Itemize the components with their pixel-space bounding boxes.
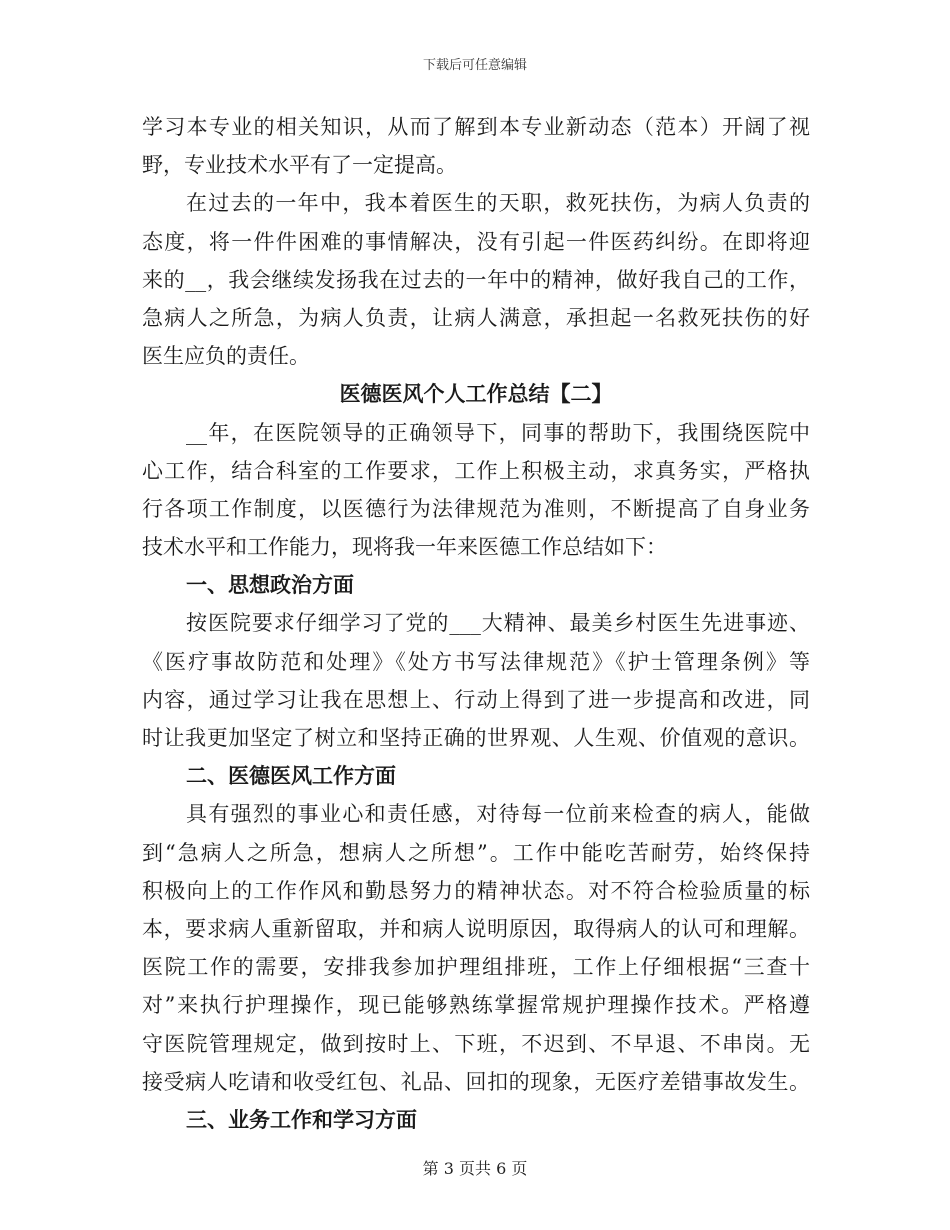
paragraph-line: 在过去的一年中，我本着医生的天职，救死扶伤，为病人负责的 xyxy=(186,191,810,216)
paragraph-line: 心工作，结合科室的工作要求，工作上积极主动，求真务实，严格执 xyxy=(142,458,810,483)
paragraph-line: 医院工作的需要，安排我参加护理组排班，工作上仔细根据“三查十 xyxy=(142,955,810,980)
paragraph-line: 行各项工作制度，以医德行为法律规范为准则，不断提高了自身业务 xyxy=(142,496,810,521)
paragraph-line: 野，专业技术水平有了一定提高。 xyxy=(142,153,457,178)
paragraph-line: 来的__，我会继续发扬我在过去的一年中的精神，做好我自己的工作， xyxy=(142,267,810,292)
subsection-heading: 一、思想政治方面 xyxy=(186,572,354,598)
paragraph-line: 按医院要求仔细学习了党的___大精神、最美乡村医生先进事迹、 xyxy=(186,611,810,636)
section-title: 医德医风个人工作总结【二】 xyxy=(339,381,613,407)
page-header: 下载后可任意编辑 xyxy=(422,58,527,73)
paragraph-line: 接受病人吃请和收受红包、礼品、回扣的现象，无医疗差错事故发生。 xyxy=(142,1069,810,1094)
paragraph-line: __年，在医院领导的正确领导下，同事的帮助下，我围绕医院中 xyxy=(186,420,810,445)
subsection-heading: 二、医德医风工作方面 xyxy=(186,763,396,789)
paragraph-line: 技术水平和工作能力，现将我一年来医德工作总结如下： xyxy=(142,535,667,560)
paragraph-line: 守医院管理规定，做到按时上、下班，不迟到、不早退、不串岗。无 xyxy=(142,1031,810,1056)
page-number: 第 3 页共 6 页 xyxy=(422,1159,528,1178)
document-body xyxy=(142,108,810,1139)
paragraph-line: 急病人之所急，为病人负责，让病人满意，承担起一名救死扶伤的好 xyxy=(142,305,810,330)
paragraph-line: 积极向上的工作作风和勤恳努力的精神状态。对不符合检验质量的标 xyxy=(142,878,810,903)
paragraph-line: 具有强烈的事业心和责任感，对待每一位前来检查的病人，能做 xyxy=(186,802,810,827)
paragraph-line: 本，要求病人重新留取，并和病人说明原因，取得病人的认可和理解。 xyxy=(142,916,810,941)
paragraph-line: 《医疗事故防范和处理》《处方书写法律规范》《护士管理条例》等 xyxy=(142,649,810,674)
paragraph-line: 到“急病人之所急，想病人之所想”。工作中能吃苦耐劳，始终保持 xyxy=(142,840,810,865)
paragraph-line: 学习本专业的相关知识，从而了解到本专业新动态（范本）开阔了视 xyxy=(142,115,810,139)
paragraph-line: 态度，将一件件困难的事情解决，没有引起一件医药纠纷。在即将迎 xyxy=(142,229,810,254)
paragraph-line: 内容，通过学习让我在思想上、行动上得到了进一步提高和改进，同 xyxy=(142,687,810,712)
paragraph-line: 对”来执行护理操作，现已能够熟练掌握常规护理操作技术。严格遵 xyxy=(142,993,810,1018)
paragraph-line: 时让我更加坚定了树立和坚持正确的世界观、人生观、价值观的意识。 xyxy=(142,726,810,750)
paragraph-line: 医生应负的责任。 xyxy=(142,344,310,369)
subsection-heading: 三、业务工作和学习方面 xyxy=(186,1106,417,1132)
